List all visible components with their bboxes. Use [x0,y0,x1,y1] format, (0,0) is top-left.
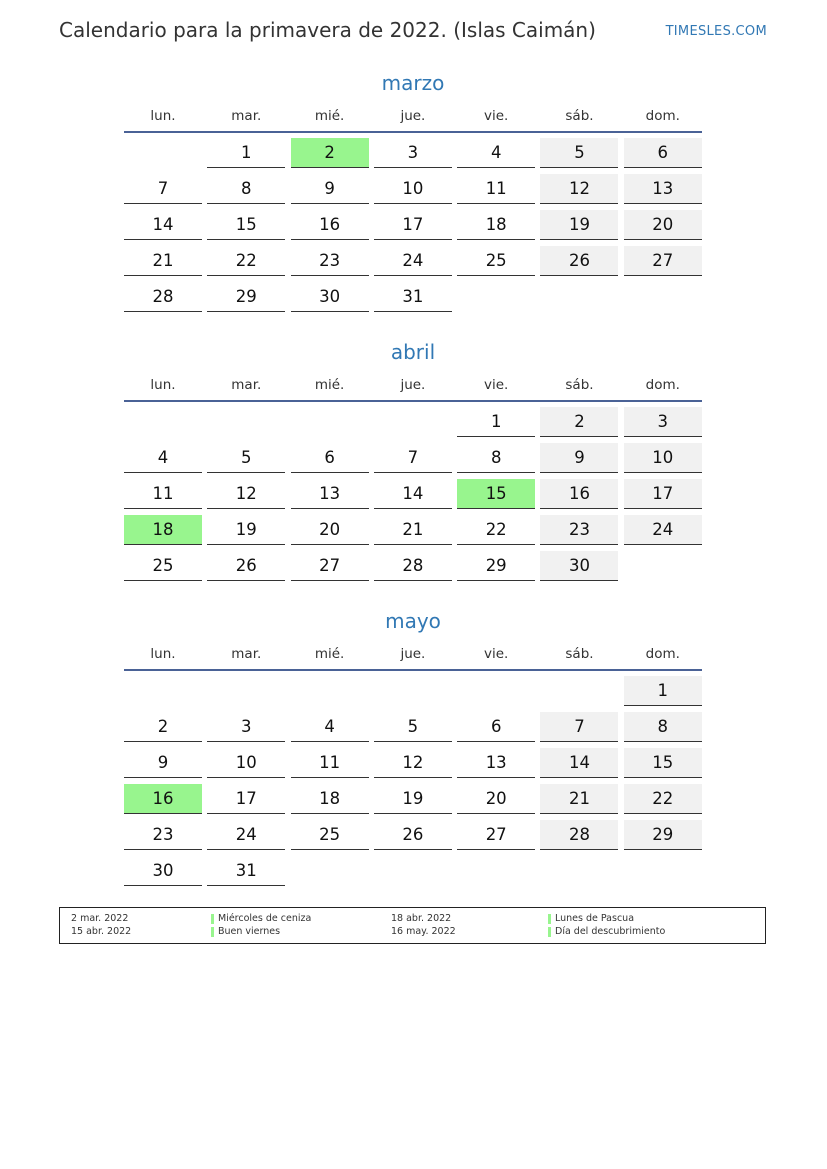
legend-holiday-name: Lunes de Pascua [548,913,634,924]
day-grid [124,138,702,312]
day-cell: 12 [540,174,618,204]
day-cell: 8 [624,712,702,742]
weekday-label: sáb. [565,646,594,662]
weekday-label: vie. [484,108,509,124]
day-cell: 11 [457,174,535,204]
day-cell: 24 [624,515,702,545]
day-cell: 9 [540,443,618,473]
brand-link[interactable]: TIMESLES.COM [665,24,767,39]
day-cell: 29 [457,551,535,581]
day-cell: 12 [374,748,452,778]
day-cell: 4 [457,138,535,168]
legend-holiday-name: Miércoles de ceniza [211,913,311,924]
legend-holiday-name: Día del descubrimiento [548,926,665,937]
month-name: marzo [381,71,445,95]
day-cell: 21 [124,246,202,276]
page-title: Calendario para la primavera de 2022. (Islas Caimán) [59,18,596,42]
header-divider [124,131,702,133]
day-cell: 13 [624,174,702,204]
day-cell: 17 [374,210,452,240]
weekday-label: sáb. [565,377,594,393]
day-cell: 19 [540,210,618,240]
day-cell: 4 [291,712,369,742]
day-cell: 3 [374,138,452,168]
day-cell: 14 [124,210,202,240]
weekday-header [124,372,702,398]
day-cell: 12 [207,479,285,509]
day-cell: 1 [207,138,285,168]
holiday-day-cell: 16 [124,784,202,814]
day-cell: 17 [207,784,285,814]
day-cell: 10 [374,174,452,204]
day-cell: 16 [291,210,369,240]
header-divider [124,669,702,671]
month-name: abril [390,340,436,364]
day-cell: 26 [207,551,285,581]
day-cell: 7 [374,443,452,473]
day-cell: 18 [291,784,369,814]
day-cell: 29 [207,282,285,312]
weekday-label: mié. [314,377,345,393]
day-cell: 6 [291,443,369,473]
day-cell: 9 [124,748,202,778]
day-cell: 15 [624,748,702,778]
day-cell: 28 [124,282,202,312]
weekday-header [124,641,702,667]
holiday-day-cell: 15 [457,479,535,509]
day-cell: 14 [540,748,618,778]
day-cell: 20 [624,210,702,240]
legend-date: 15 abr. 2022 [71,926,132,937]
month-0 [124,68,702,312]
day-cell: 25 [291,820,369,850]
day-cell: 8 [207,174,285,204]
weekday-label: mar. [231,377,262,393]
weekday-label: vie. [484,377,509,393]
day-cell: 19 [374,784,452,814]
day-cell: 27 [291,551,369,581]
weekday-label: sáb. [565,108,594,124]
holiday-day-cell: 2 [291,138,369,168]
day-cell: 7 [124,174,202,204]
month-1 [124,337,702,581]
day-cell: 23 [124,820,202,850]
legend-date: 16 may. 2022 [391,926,456,937]
day-grid [124,407,702,581]
day-cell: 23 [540,515,618,545]
day-cell: 1 [457,407,535,437]
day-cell: 20 [457,784,535,814]
holiday-legend [59,907,766,944]
day-cell: 27 [457,820,535,850]
day-cell: 14 [374,479,452,509]
day-cell: 22 [207,246,285,276]
day-cell: 24 [374,246,452,276]
day-cell: 27 [624,246,702,276]
month-name: mayo [385,609,441,633]
day-cell: 19 [207,515,285,545]
day-cell: 25 [124,551,202,581]
day-cell: 8 [457,443,535,473]
day-cell: 6 [624,138,702,168]
month-2 [124,606,702,886]
day-cell: 6 [457,712,535,742]
day-cell: 31 [374,282,452,312]
weekday-header [124,103,702,129]
day-grid [124,676,702,886]
legend-holiday-name: Buen viernes [211,926,280,937]
day-cell: 11 [124,479,202,509]
day-cell: 21 [540,784,618,814]
weekday-label: mié. [314,646,345,662]
day-cell: 20 [291,515,369,545]
weekday-label: jue. [400,646,426,662]
day-cell: 30 [540,551,618,581]
day-cell: 29 [624,820,702,850]
day-cell: 4 [124,443,202,473]
day-cell: 5 [540,138,618,168]
day-cell: 26 [540,246,618,276]
day-cell: 22 [457,515,535,545]
day-cell: 28 [540,820,618,850]
weekday-label: mar. [231,646,262,662]
day-cell: 2 [124,712,202,742]
day-cell: 3 [207,712,285,742]
weekday-label: mié. [314,108,345,124]
day-cell: 24 [207,820,285,850]
weekday-label: mar. [231,108,262,124]
weekday-label: jue. [400,377,426,393]
day-cell: 10 [207,748,285,778]
weekday-label: lun. [150,646,176,662]
day-cell: 10 [624,443,702,473]
weekday-label: dom. [645,108,680,124]
day-cell: 31 [207,856,285,886]
day-cell: 5 [374,712,452,742]
day-cell: 15 [207,210,285,240]
weekday-label: dom. [645,377,680,393]
weekday-label: lun. [150,108,176,124]
day-cell: 9 [291,174,369,204]
day-cell: 2 [540,407,618,437]
day-cell: 30 [124,856,202,886]
legend-date: 18 abr. 2022 [391,913,452,924]
day-cell: 28 [374,551,452,581]
day-cell: 3 [624,407,702,437]
day-cell: 1 [624,676,702,706]
day-cell: 23 [291,246,369,276]
day-cell: 16 [540,479,618,509]
day-cell: 21 [374,515,452,545]
day-cell: 26 [374,820,452,850]
weekday-label: dom. [645,646,680,662]
day-cell: 5 [207,443,285,473]
header-divider [124,400,702,402]
weekday-label: lun. [150,377,176,393]
weekday-label: vie. [484,646,509,662]
holiday-day-cell: 18 [124,515,202,545]
day-cell: 30 [291,282,369,312]
weekday-label: jue. [400,108,426,124]
day-cell: 13 [457,748,535,778]
day-cell: 25 [457,246,535,276]
day-cell: 18 [457,210,535,240]
legend-date: 2 mar. 2022 [71,913,129,924]
day-cell: 17 [624,479,702,509]
day-cell: 22 [624,784,702,814]
day-cell: 7 [540,712,618,742]
day-cell: 11 [291,748,369,778]
day-cell: 13 [291,479,369,509]
